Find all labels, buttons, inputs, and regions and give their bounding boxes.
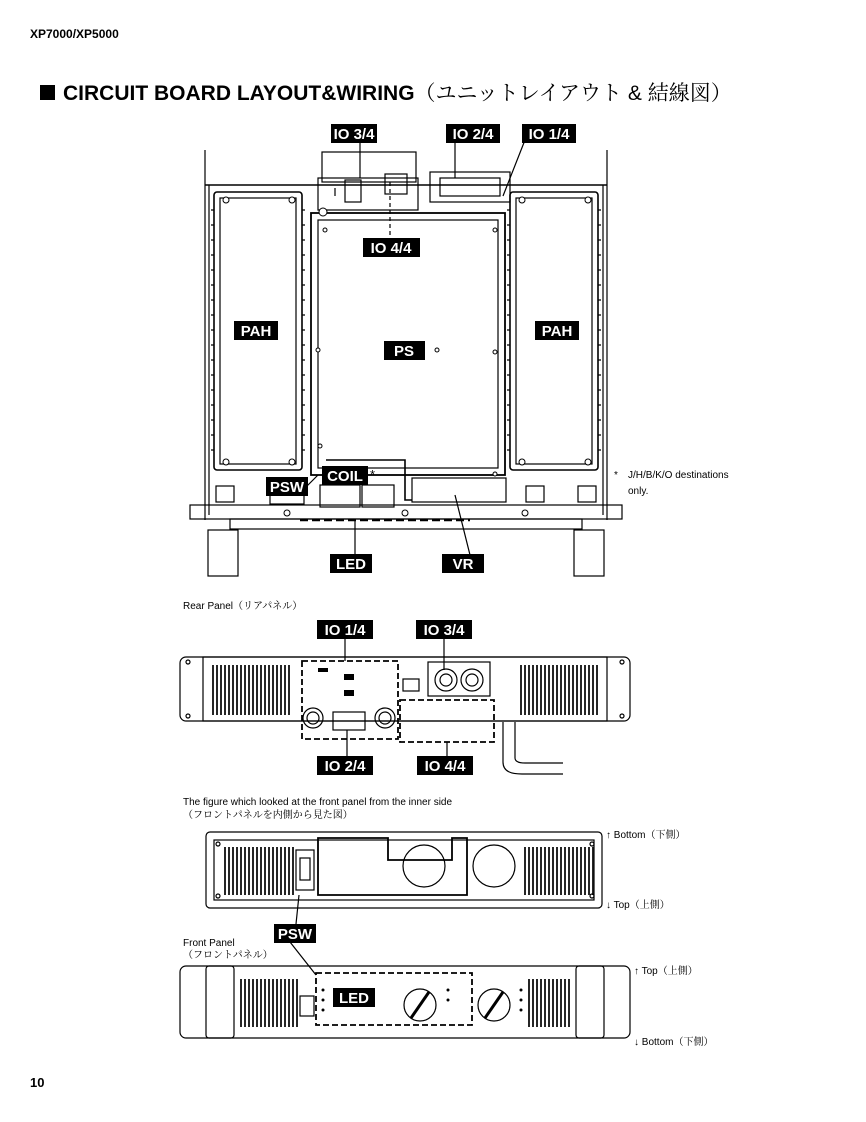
svg-text:PSW: PSW — [269, 479, 305, 496]
model-header: XP7000/XP5000 — [30, 27, 119, 41]
svg-text:IO 3/4: IO 3/4 — [423, 622, 465, 639]
label-io24-top — [446, 124, 500, 143]
inner-front-caption2: （フロントパネルを内側から見た図） — [183, 810, 353, 821]
note-line2: only. — [628, 486, 649, 497]
front-bottom-label: ↓ Bottom（下側） — [634, 1037, 714, 1048]
label-pah-right — [535, 321, 579, 340]
coil-asterisk: * — [370, 467, 376, 482]
inner-bottom-label: ↑ Bottom（下側） — [606, 830, 686, 841]
label-led-top — [330, 554, 372, 573]
title-main: CIRCUIT BOARD LAYOUT&WIRING — [63, 82, 415, 105]
svg-text:PS: PS — [393, 343, 415, 360]
svg-text:IO 2/4: IO 2/4 — [324, 758, 366, 775]
svg-text:IO 2/4: IO 2/4 — [452, 126, 494, 143]
label-vr-top — [442, 554, 484, 573]
svg-text:IO 4/4: IO 4/4 — [370, 240, 412, 257]
label-io44-top — [363, 238, 420, 257]
label-psw-inner — [274, 924, 316, 943]
svg-text:IO 3/4: IO 3/4 — [333, 126, 375, 143]
inner-front-view — [206, 832, 602, 924]
label-coil — [322, 466, 368, 485]
front-top-label: ↑ Top（上側） — [634, 966, 698, 977]
label-led-front — [333, 988, 375, 1007]
rear-panel — [180, 657, 630, 774]
label-io14-rear — [317, 620, 373, 639]
label-ps — [384, 341, 425, 360]
svg-text:IO 1/4: IO 1/4 — [324, 622, 366, 639]
svg-text:PAH: PAH — [541, 323, 573, 340]
svg-text:LED: LED — [339, 990, 369, 1007]
svg-text:PSW: PSW — [277, 926, 313, 943]
label-io24-rear — [317, 756, 373, 775]
svg-text:COIL: COIL — [327, 468, 363, 485]
svg-text:PAH: PAH — [240, 323, 272, 340]
front-panel-caption2: （フロントパネル） — [183, 950, 273, 961]
svg-text:IO 4/4: IO 4/4 — [424, 758, 466, 775]
front-panel-caption1: Front Panel — [183, 938, 235, 949]
svg-text:IO 1/4: IO 1/4 — [528, 126, 570, 143]
inner-top-label: ↓ Top（上側） — [606, 900, 670, 911]
note-line1: J/H/B/K/O destinations — [628, 470, 729, 481]
title-jp: （ユニットレイアウト & 結線図） — [414, 82, 732, 105]
note-asterisk: * — [614, 470, 618, 481]
inner-front-caption1: The figure which looked at the front panel from the inner side — [183, 797, 453, 808]
page-number: 10 — [30, 1075, 45, 1090]
rear-panel-caption: Rear Panel（リアパネル） — [183, 601, 303, 612]
svg-text:LED: LED — [336, 556, 366, 573]
label-io14-top — [522, 124, 576, 143]
svg-text:VR: VR — [452, 556, 474, 573]
rear-switch-icons — [318, 668, 354, 696]
label-psw-top — [266, 477, 308, 496]
label-io34-rear — [416, 620, 472, 639]
label-io34-top — [331, 124, 377, 143]
label-pah-left — [234, 321, 278, 340]
label-io44-rear — [417, 756, 473, 775]
